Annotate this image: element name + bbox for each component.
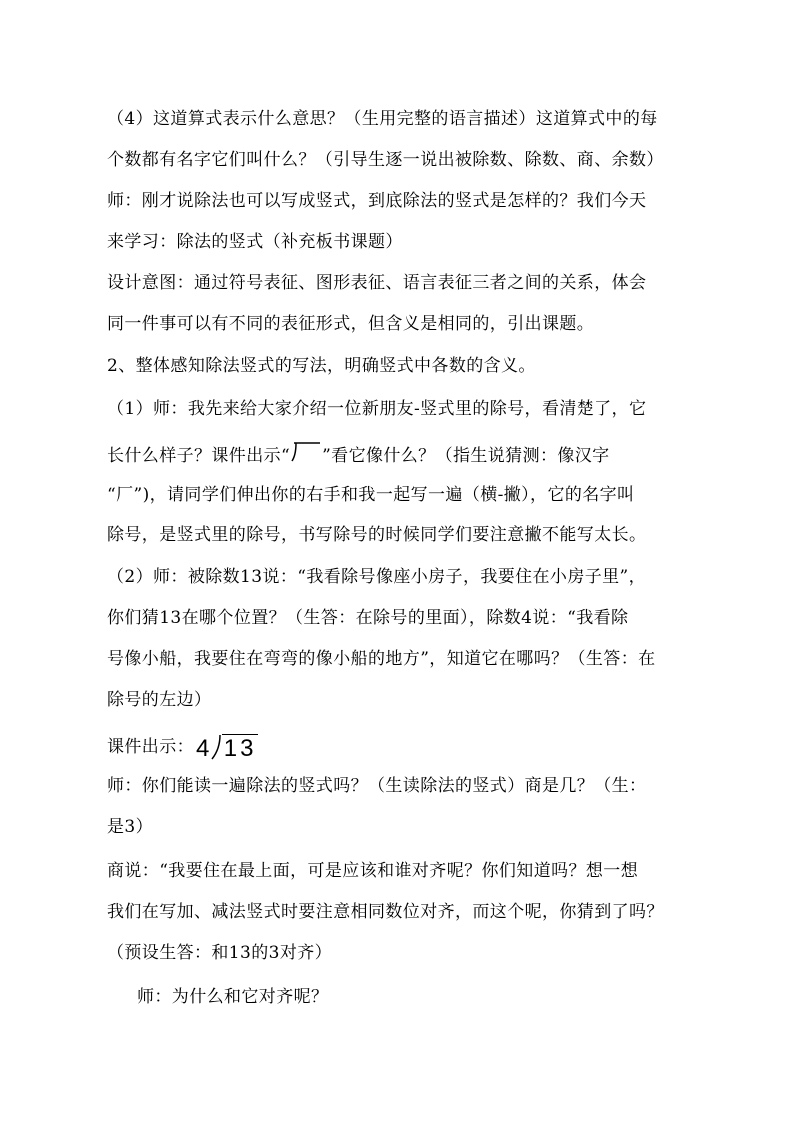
example-line [107,734,697,762]
paragraph-line: 我们在写加、减法竖式时要注意相同数位对齐，而这个呢，你猜到了吗？ [107,902,664,922]
line-text-before-symbol: 长什么样子？课件出示“ [107,446,291,466]
paragraph-line: 师：为什么和它对齐呢？ [137,987,329,1007]
dividend: 13 [223,735,257,762]
long-division-example [196,734,258,762]
paragraph-line: “厂”)，请同学们伸出你的右手和我一起写一遍（横-撇），它的名字叫 [107,485,635,505]
paragraph-line: 来学习：除法的竖式（补充板书课题） [107,232,403,252]
paragraph-line: 师：你们能读一遍除法的竖式吗？（生读除法的竖式）商是几？（生： [107,776,647,796]
line-text-after-symbol: ”看它像什么？（指生说猜测：像汉字 [322,446,610,466]
section-heading: 2、整体感知除法竖式的写法，明确竖式中各数的含义。 [107,356,536,376]
paragraph-line: （2）师：被除数13说：“我看除号像座小房子，我要住在小房子里”， [107,567,647,587]
paragraph-line: 师：刚才说除法也可以写成竖式，到底除法的竖式是怎样的？我们今天 [107,191,647,211]
paragraph-line: 个数都有名字它们叫什么？（引导生逐一说出被除数、除数、商、余数） [107,150,664,170]
paragraph-line: （4）这道算式表示什么意思？（生用完整的语言描述）这道算式中的每 [107,109,658,129]
paragraph-line-with-symbol [107,441,697,469]
paragraph-line: 除号，是竖式里的除号，书写除号的时候同学们要注意撇不能写太长。 [107,525,647,545]
design-intent-line: 同一件事可以有不同的表征形式，但含义是相同的，引出课题。 [107,314,595,334]
paragraph-line: 商说：“我要住在最上面，可是应该和谁对齐呢？你们知道吗？想一想 [107,861,639,881]
division-bracket-icon [290,441,322,469]
example-label: 课件出示： [107,737,194,757]
paragraph-line: （预设生答：和13的3对齐） [107,943,333,963]
design-intent-line: 设计意图：通过符号表征、图形表征、语言表征三者之间的关系，体会 [107,273,647,293]
divisor: 4 [196,735,210,762]
paragraph-line: （1）师：我先来给大家介绍一位新朋友-竖式里的除号，看清楚了，它 [107,399,647,419]
paragraph-line: 你们猜13在哪个位置？（生答：在除号的里面），除数4说：“我看除 [107,608,629,628]
paragraph-line: 除号的左边） [107,690,212,710]
paragraph-line: 是3） [107,817,154,837]
long-division-bracket-icon [210,734,222,760]
paragraph-line: 号像小船，我要住在弯弯的像小船的地方”，知道它在哪吗？（生答：在 [107,649,656,669]
